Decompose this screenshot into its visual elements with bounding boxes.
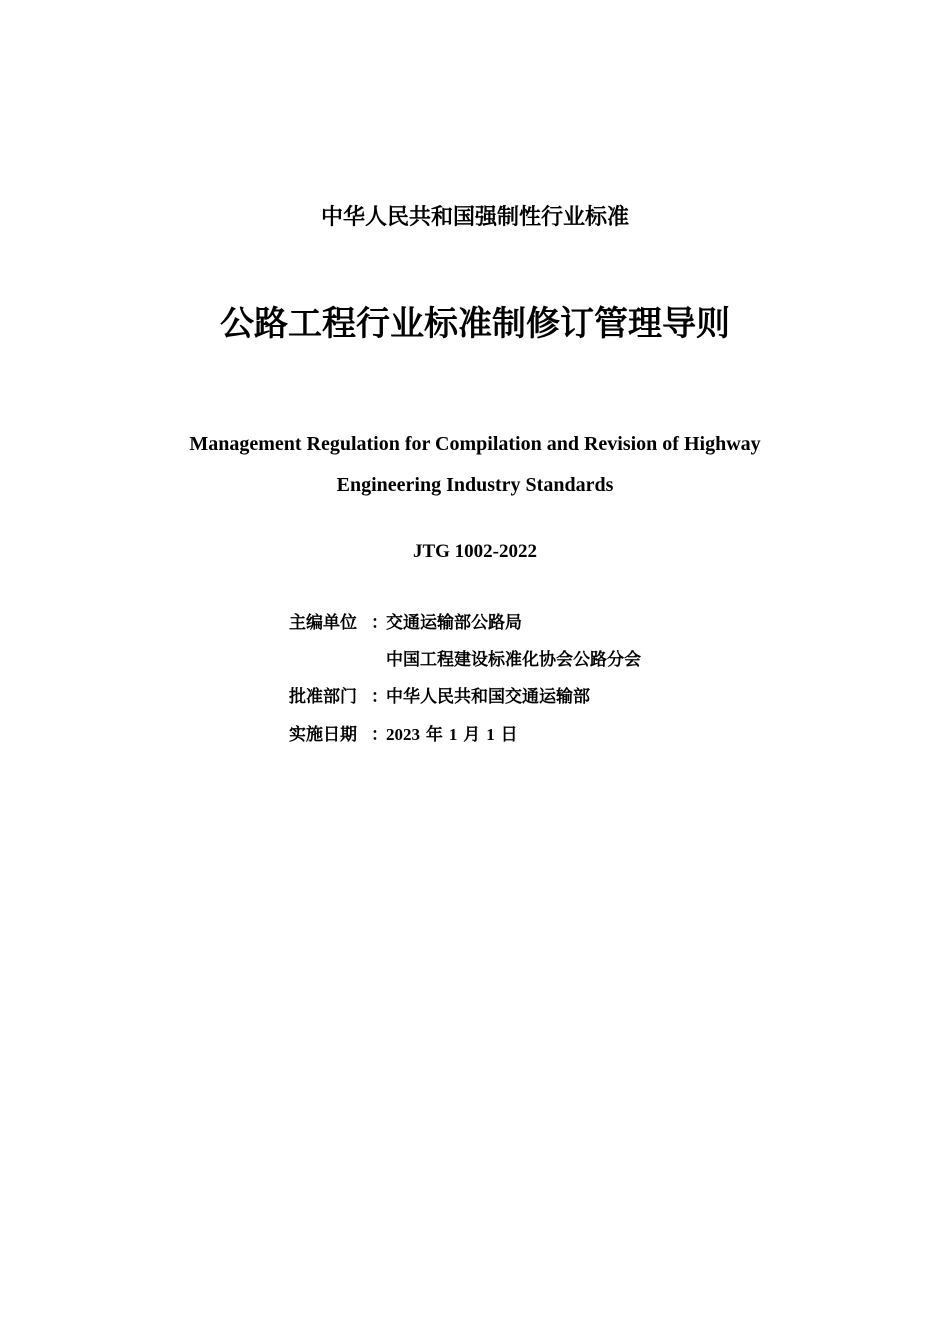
effective-day: 1: [486, 725, 495, 744]
approver-colon: ：: [371, 687, 388, 707]
title-en-line-2: Engineering Industry Standards: [336, 474, 614, 496]
effective-date-colon: ：: [371, 725, 388, 745]
effective-date-label: 实施日期: [289, 725, 357, 745]
standard-category: 中华人民共和国强制性行业标准: [320, 205, 629, 230]
document-title-en: [0, 424, 950, 506]
effective-date-row: [289, 721, 641, 758]
approver-value: 中华人民共和国交通运输部: [386, 687, 590, 707]
month-char: 月: [463, 725, 481, 745]
year-char: 年: [425, 725, 443, 745]
editor-row-2: [289, 647, 641, 684]
editor-org-2: 中国工程建设标准化协会公路分会: [386, 650, 641, 670]
publication-info: [289, 610, 641, 758]
standard-code: JTG 1002-2022: [412, 541, 538, 562]
day-char: 日: [500, 725, 518, 745]
title-en-line-1: Management Regulation for Compilation and Revision of Highway: [189, 433, 761, 455]
editor-label: 主编单位: [289, 613, 357, 633]
effective-month: 1: [448, 725, 458, 744]
effective-year: 2023: [386, 725, 420, 744]
document-title-cn: 公路工程行业标准制修订管理导则: [220, 304, 730, 344]
approver-row: [289, 684, 641, 721]
editor-colon: ：: [371, 613, 388, 633]
effective-date-value: [386, 725, 518, 745]
editor-row: [289, 610, 641, 647]
editor-org-1: 交通运输部公路局: [386, 613, 522, 633]
approver-label: 批准部门: [289, 687, 357, 707]
